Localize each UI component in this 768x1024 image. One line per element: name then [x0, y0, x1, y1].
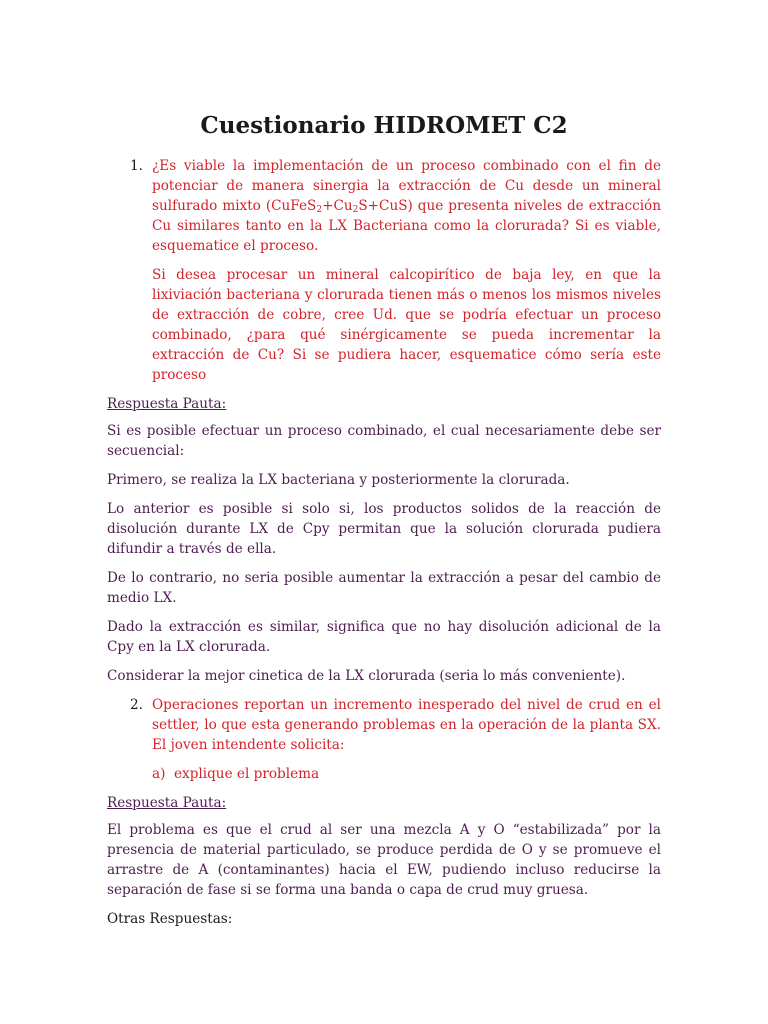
question-number: 1.: [130, 158, 143, 174]
answer-paragraph: Lo anterior es posible si solo si, los productos solidos de la reacción de disolución durante LX de Cpy permitan que la solución clorurada pudiera difundir a través de ella.: [107, 501, 661, 557]
answer-paragraph: Dado la extracción es similar, significa que no hay disolución adicional de la Cpy en la LX clorurada.: [107, 619, 661, 655]
question-1-text-a: ¿Es viable la implementación de un proceso combinado con el fin de potenciar de manera sinergia la extracción de Cu desde un mineral sulfurado mixto (CuFeS: [152, 158, 661, 214]
question-1-text-c: S+CuS) que presenta niveles de extracción Cu similares tanto en la LX Bacteriana como la clorurada? Si es viable, esquematice el proceso.: [152, 198, 661, 254]
answer-paragraph: El problema es que el crud al ser una mezcla A y O “estabilizada” por la presencia de material particulado, se produce perdida de O y se promueve el arrastre de A (contaminantes) hacia el EW, pudiendo incluso reducirse la separación de fase si se forma una banda o capa de crud muy gruesa.: [107, 822, 661, 898]
question-1-paragraph-2: Si desea procesar un mineral calcopirítico de baja ley, en que la lixiviación bacteriana y clorurada tienen más o menos los mismos niveles de extracción de cobre, cree Ud. que se podría efectuar un proceso combinado, ¿para qué sinérgicamente se pueda incrementar la extracción de Cu? Si se pudiera hacer, esquematice cómo sería este proceso: [152, 267, 661, 383]
other-answers-label: Otras Respuestas:: [107, 911, 233, 927]
item-text: explique el problema: [174, 766, 320, 782]
question-2: [107, 695, 661, 755]
question-1-text-b: +Cu: [322, 198, 353, 214]
item-label: a): [152, 766, 166, 782]
document-title: Cuestionario HIDROMET C2: [200, 112, 568, 139]
answer-heading: Respuesta Pauta:: [107, 396, 227, 412]
subscript: 2: [352, 205, 359, 215]
subscript: 2: [316, 205, 323, 215]
answer-paragraph: Considerar la mejor cinetica de la LX clorurada (seria lo más conveniente).: [107, 668, 626, 684]
answer-paragraph: Si es posible efectuar un proceso combinado, el cual necesariamente debe ser secuencial:: [107, 423, 661, 459]
question-1: [107, 156, 661, 256]
question-2-text: Operaciones reportan un incremento inesperado del nivel de crud en el settler, lo que esta generando problemas en la operación de la planta SX. El joven intendente solicita:: [152, 697, 661, 753]
document-body: [107, 156, 661, 938]
answer-heading: Respuesta Pauta:: [107, 795, 227, 811]
answer-paragraph: De lo contrario, no seria posible aumentar la extracción a pesar del cambio de medio LX.: [107, 570, 661, 606]
question-2-item-a: [107, 764, 661, 784]
question-number: 2.: [130, 697, 143, 713]
answer-paragraph: Primero, se realiza la LX bacteriana y posteriormente la clorurada.: [107, 472, 570, 488]
